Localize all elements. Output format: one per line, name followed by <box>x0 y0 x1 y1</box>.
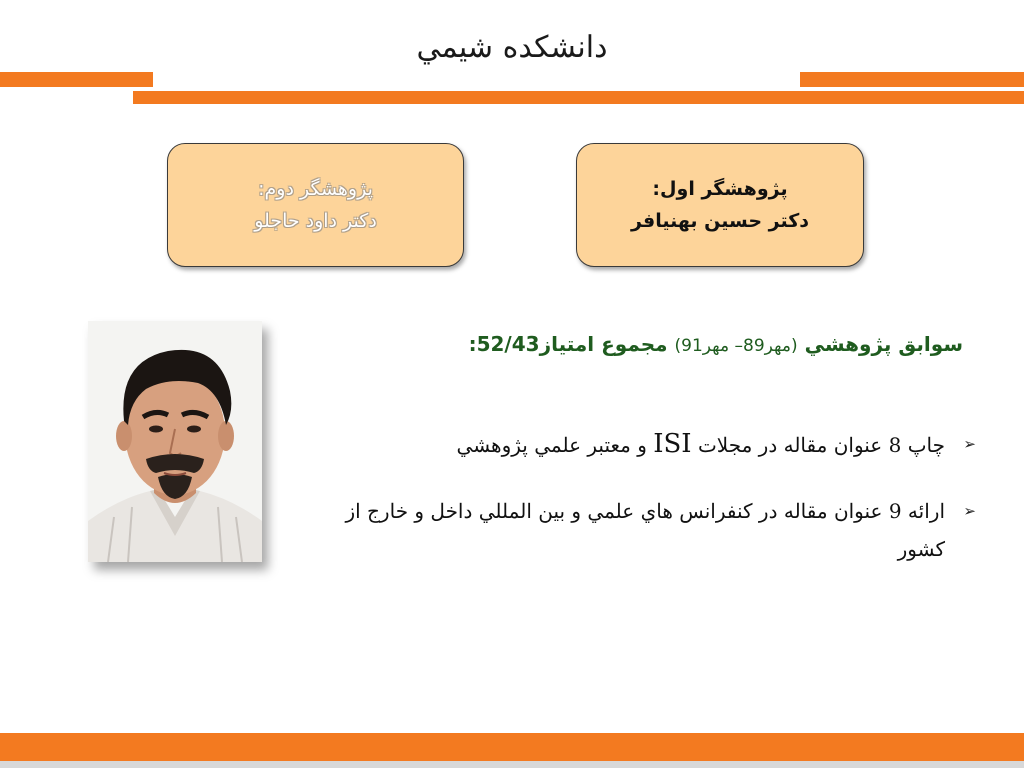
researcher-photo <box>88 321 262 562</box>
research-record-heading <box>380 332 963 356</box>
portrait-image <box>88 321 262 562</box>
arrow-bullet-icon: ➢ <box>963 435 976 453</box>
bullet-1-latin: ISI <box>653 429 692 459</box>
accent-bar-main <box>133 91 1024 104</box>
bullet-2-text: ارائه 9 عنوان مقاله در کنفرانس هاي علمي و بين المللي داخل و خارج از کشور <box>345 499 945 561</box>
second-researcher-name: دکتر داود حاجلو <box>254 210 377 232</box>
list-item <box>300 492 980 568</box>
achievement-list <box>300 425 980 596</box>
footer-bar <box>0 733 1024 761</box>
arrow-bullet-icon: ➢ <box>963 502 976 520</box>
second-researcher-label: پژوهشگر دوم: <box>258 178 373 200</box>
heading-period: (مهر89– مهر91) <box>674 336 798 356</box>
footer-bar-shadow <box>0 761 1024 768</box>
accent-bar-right <box>800 72 1024 87</box>
bullet-1-before: چاپ 8 عنوان مقاله در مجلات <box>697 433 945 457</box>
second-researcher-box <box>167 143 464 267</box>
slide-title: دانشکده شيمي <box>416 30 608 65</box>
first-researcher-name: دکتر حسين بهنيافر <box>630 210 810 232</box>
heading-main: سوابق پژوهشي <box>804 332 963 356</box>
bullet-1-after: و معتبر علمي پژوهشي <box>456 433 647 457</box>
first-researcher-label: پژوهشگر اول: <box>652 178 788 200</box>
list-item <box>300 425 980 464</box>
heading-score: مجموع امتياز52/43: <box>468 332 668 356</box>
accent-bar-left <box>0 72 153 87</box>
first-researcher-box <box>576 143 864 267</box>
